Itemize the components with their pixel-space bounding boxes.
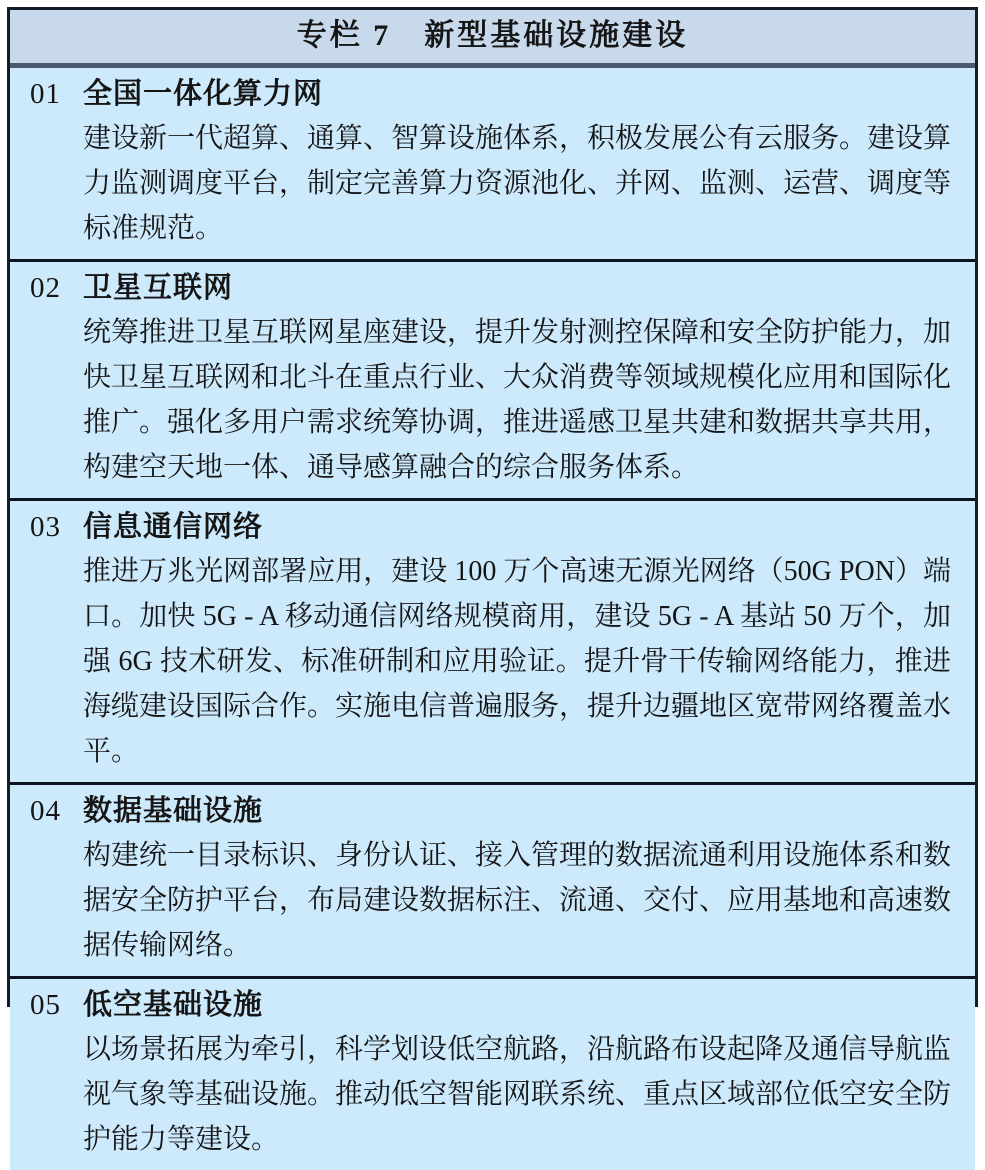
section-number: 02 — [30, 272, 61, 304]
section-heading — [30, 789, 951, 833]
section-heading — [30, 983, 951, 1027]
section-low-altitude-infrastructure — [10, 976, 975, 1170]
section-information-communication-network — [10, 498, 975, 782]
section-data-infrastructure — [10, 782, 975, 976]
section-number: 04 — [30, 795, 61, 827]
section-title: 全国一体化算力网 — [83, 78, 324, 110]
section-number: 01 — [30, 78, 61, 110]
section-body-text: 以场景拓展为牵引，科学划设低空航路，沿航路布设起降及通信导航监视气象等基础设施。推动低空智能网联系统、重点区域部位低空安全防护能力等建设。 — [83, 1034, 952, 1155]
section-heading — [30, 266, 951, 310]
section-body-text: 构建统一目录标识、身份认证、接入管理的数据流通利用设施体系和数据安全防护平台，布局建设数据标注、流通、交付、应用基地和高速数据传输网络。 — [83, 840, 952, 961]
section-title: 低空基础设施 — [83, 989, 264, 1021]
section-heading — [30, 72, 951, 116]
section-satellite-internet — [10, 259, 975, 498]
section-computing-network — [10, 68, 975, 259]
section-number: 03 — [30, 511, 61, 543]
section-body-text: 推进万兆光网部署应用，建设 100 万个高速无源光网络（50G PON）端口。加快 5G - A 移动通信网络规模商用，建设 5G - A 基站 50 万个，加强 6G 技术研发、标准研制和应用验证。提升骨干传输网络能力，推进海缆建设国际合作。实施电信普遍服务，提升边疆地区宽带网络覆盖水平。 — [83, 556, 952, 767]
section-number: 05 — [30, 989, 61, 1021]
section-title: 信息通信网络 — [83, 511, 264, 543]
section-heading — [30, 505, 951, 549]
panel-title: 专栏 7 新型基础设施建设 — [296, 19, 689, 52]
panel-header — [10, 10, 975, 68]
panel-body — [10, 68, 975, 1170]
section-title: 卫星互联网 — [83, 272, 234, 304]
infrastructure-box-panel — [7, 7, 978, 1155]
section-title: 数据基础设施 — [83, 795, 264, 827]
section-body-text: 统筹推进卫星互联网星座建设，提升发射测控保障和安全防护能力，加快卫星互联网和北斗在重点行业、大众消费等领域规模化应用和国际化推广。强化多用户需求统筹协调，推进遥感卫星共建和数据共享共用，构建空天地一体、通导感算融合的综合服务体系。 — [83, 317, 952, 483]
section-body-text: 建设新一代超算、通算、智算设施体系，积极发展公有云服务。建设算力监测调度平台，制定完善算力资源池化、并网、监测、运营、调度等标准规范。 — [83, 123, 952, 244]
